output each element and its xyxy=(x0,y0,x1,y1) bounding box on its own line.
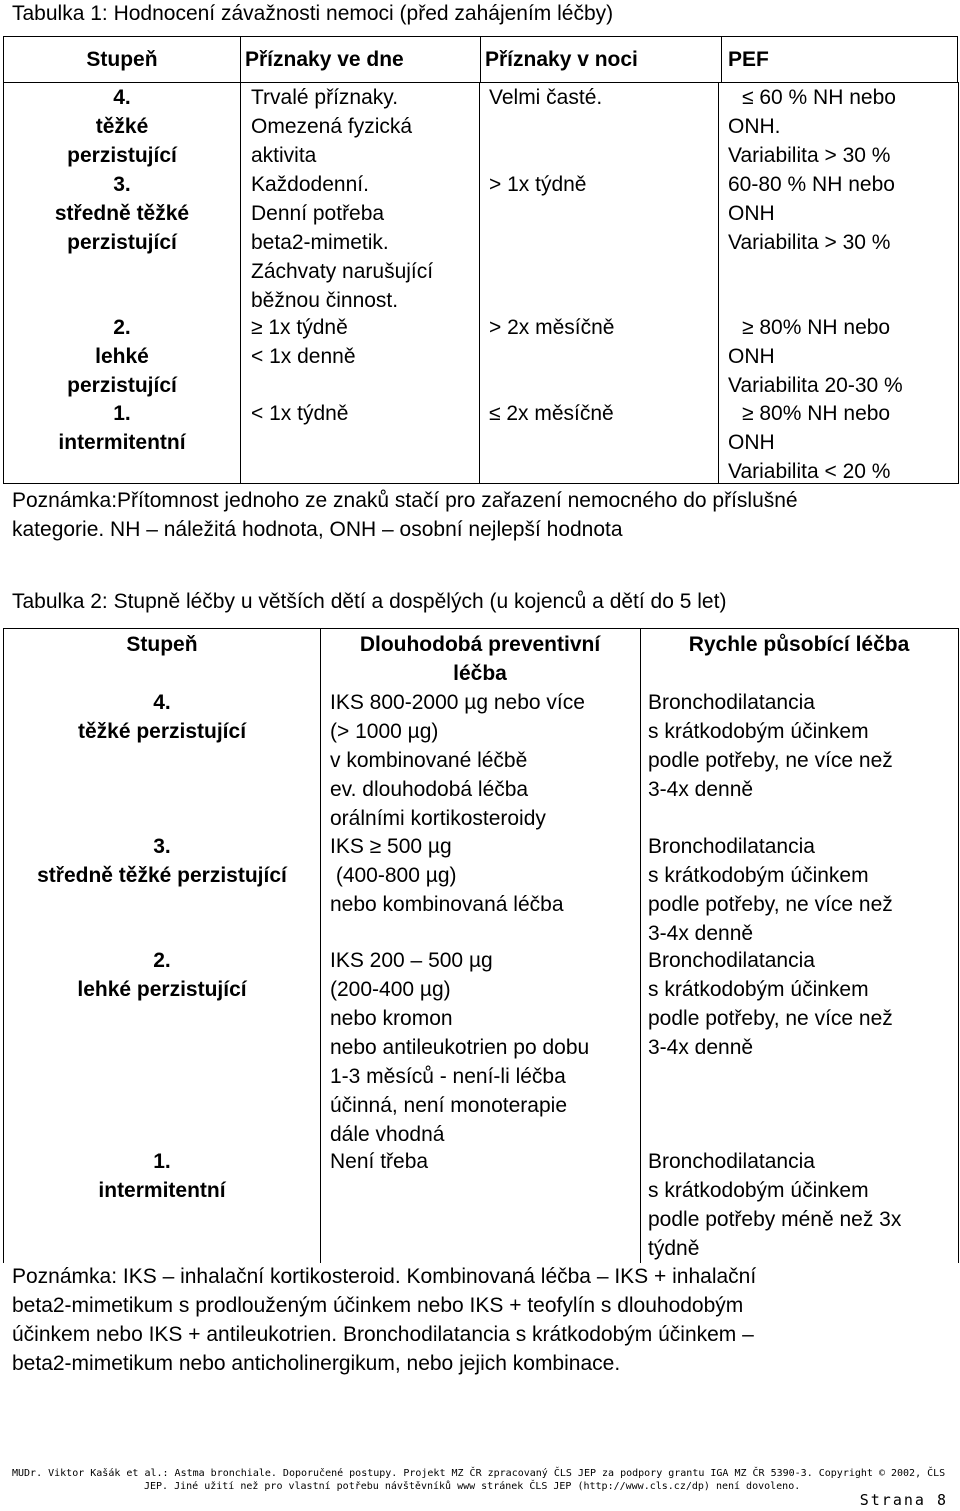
grade-1: 1. intermitentní xyxy=(58,402,186,454)
night-symptoms-4: Velmi časté. xyxy=(489,86,603,109)
divider xyxy=(320,629,321,1263)
divider xyxy=(718,82,719,483)
night-symptoms-3: > 1x týdně xyxy=(489,173,587,196)
treatment-table xyxy=(3,628,959,1263)
header-longterm: Dlouhodobá preventivní léčba xyxy=(359,633,601,685)
longterm-3: IKS ≥ 500 µg (400-800 µg) nebo kombinovaná léčba xyxy=(330,835,564,916)
footer-line-2: JEP. Jiné užití než pro vlastní potřebu návštěvníků www stránek ČLS JEP (http://www.cls.cz/dp) není dovoleno. xyxy=(144,1481,801,1492)
header-grade: Stupeň xyxy=(4,37,241,83)
quick-relief-3: Bronchodilatancia s krátkodobým účinkem podle potřeby, ne více než 3-4x denně xyxy=(648,835,893,945)
divider xyxy=(640,629,641,1263)
longterm-1: Není třeba xyxy=(330,1150,429,1173)
grade-3: 3. středně těžké perzistující xyxy=(54,173,190,254)
quick-relief-1: Bronchodilatancia s krátkodobým účinkem podle potřeby méně než 3x týdně xyxy=(648,1150,902,1260)
table2-caption: Tabulka 2: Stupně léčby u větších dětí a dospělých (u kojenců a dětí do 5 let) xyxy=(12,590,727,613)
grade-2: 2. lehké perzistující xyxy=(77,949,247,1001)
grade-4: 4. těžké perzistující xyxy=(67,86,177,167)
day-symptoms-4: Trvalé příznaky. Omezená fyzická aktivita xyxy=(251,86,413,167)
table2-note: Poznámka: IKS – inhalační kortikosteroid. Kombinovaná léčba – IKS + inhalační beta2-mimetikum s prodlouženým účinkem nebo IKS + teofylín s dlouhodobým účinkem nebo IKS + antileukotrien. Bronchodilatancia s krátkodobým účinkem – beta2-mimetikum nebo anticholinergikum, nebo jejich kombinace. xyxy=(12,1265,757,1375)
severity-table xyxy=(3,36,958,83)
grade-1: 1. intermitentní xyxy=(98,1150,226,1202)
header-grade: Stupeň xyxy=(126,633,198,656)
quick-relief-4: Bronchodilatancia s krátkodobým účinkem podle potřeby, ne více než 3-4x denně xyxy=(648,691,893,801)
divider xyxy=(479,82,480,483)
pef-4: ≤ 60 % NH nebo ONH. Variabilita > 30 % xyxy=(728,86,896,167)
header-night-symptoms: Příznaky v noci xyxy=(481,37,722,83)
pef-1: ≥ 80% NH nebo ONH Variabilita < 20 % xyxy=(728,402,891,483)
quick-relief-2: Bronchodilatancia s krátkodobým účinkem podle potřeby, ne více než 3-4x denně xyxy=(648,949,893,1059)
severity-table-body xyxy=(3,82,959,484)
header-quick-relief: Rychle působící léčba xyxy=(688,633,910,656)
day-symptoms-1: < 1x týdně xyxy=(251,402,349,425)
grade-2: 2. lehké perzistující xyxy=(67,316,177,397)
divider xyxy=(240,82,241,483)
header-day-symptoms: Příznaky ve dne xyxy=(241,37,481,83)
table1-caption: Tabulka 1: Hodnocení závažnosti nemoci (před zahájením léčby) xyxy=(12,2,614,25)
pef-2: ≥ 80% NH nebo ONH Variabilita 20-30 % xyxy=(728,316,903,397)
night-symptoms-1: ≤ 2x měsíčně xyxy=(489,402,614,425)
pef-3: 60-80 % NH nebo ONH Variabilita > 30 % xyxy=(728,173,895,254)
footer-line-1: MUDr. Viktor Kašák et al.: Astma bronchiale. Doporučené postupy. Projekt MZ ČR zpracovaný ČLS JEP za podpory grantu IGA MZ ČR 5390-3. Copyright © 2002, ČLS xyxy=(12,1468,946,1479)
day-symptoms-2: ≥ 1x týdně < 1x denně xyxy=(251,316,356,368)
night-symptoms-2: > 2x měsíčně xyxy=(489,316,615,339)
longterm-2: IKS 200 – 500 µg (200-400 µg) nebo kromon nebo antileukotrien po dobu 1-3 měsíců - není-li léčba účinná, není monoterapie dále vhodná xyxy=(330,949,590,1146)
grade-4: 4. těžké perzistující xyxy=(77,691,247,743)
longterm-4: IKS 800-2000 µg nebo více (> 1000 µg) v kombinované léčbě ev. dlouhodobá léčba orálními kortikosteroidy xyxy=(330,691,585,830)
page-number: Strana 8 xyxy=(859,1491,948,1509)
grade-3: 3. středně těžké perzistující xyxy=(37,835,287,887)
header-pef: PEF xyxy=(722,37,958,83)
table1-note: Poznámka:Přítomnost jednoho ze znaků stačí pro zařazení nemocného do příslušné kategorie. NH – náležitá hodnota, ONH – osobní nejlepší hodnota xyxy=(12,489,798,541)
day-symptoms-3: Každodenní. Denní potřeba beta2-mimetik. Záchvaty narušující běžnou činnost. xyxy=(251,173,434,312)
